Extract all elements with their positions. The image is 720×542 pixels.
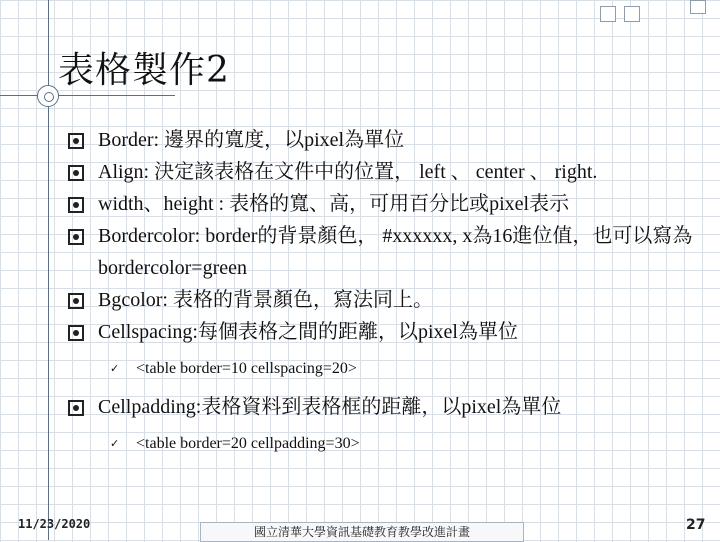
square-bullet-icon bbox=[68, 229, 84, 245]
footer-organization: 國立清華大學資訊基礎教育教學改進計畫 bbox=[200, 522, 524, 542]
square-bullet-icon bbox=[68, 197, 84, 213]
sub-bullet-item bbox=[110, 434, 696, 454]
square-bullet-icon bbox=[68, 293, 84, 309]
square-bullet-icon bbox=[68, 400, 84, 416]
square-bullet-icon bbox=[68, 165, 84, 181]
bullet-item bbox=[66, 391, 696, 423]
bullet-text: width、height : 表格的寬、高，可用百分比或pixel表示 bbox=[98, 193, 570, 215]
sub-bullet-item bbox=[110, 359, 696, 379]
bullet-item bbox=[66, 284, 696, 316]
bullet-text: Bordercolor: border的背景顏色， #xxxxxx, x為16進位值，也可以寫為bordercolor=green bbox=[98, 225, 693, 279]
checkmark-icon: ✓ bbox=[110, 363, 120, 375]
sub-bullet-text: <table border=10 cellspacing=20> bbox=[136, 360, 357, 377]
bullet-item bbox=[66, 316, 696, 348]
checkmark-icon: ✓ bbox=[110, 438, 120, 450]
bullet-text: Cellspacing:每個表格之間的距離，以pixel為單位 bbox=[98, 321, 518, 343]
bullet-list bbox=[66, 124, 696, 466]
sub-bullet-text: <table border=20 cellpadding=30> bbox=[136, 435, 360, 452]
bullet-item bbox=[66, 156, 696, 188]
footer-date: 11/23/2020 bbox=[18, 517, 91, 531]
decor-ring-inner bbox=[44, 92, 54, 102]
slide-title: 表格製作2 bbox=[58, 50, 230, 91]
bullet-item bbox=[66, 124, 696, 156]
decor-square bbox=[600, 6, 616, 22]
square-bullet-icon bbox=[68, 325, 84, 341]
decor-square bbox=[624, 6, 640, 22]
bullet-text: Bgcolor: 表格的背景顏色，寫法同上。 bbox=[98, 289, 433, 311]
bullet-item bbox=[66, 188, 696, 220]
decor-vertical-line bbox=[48, 0, 49, 540]
bullet-text: Border: 邊界的寬度，以pixel為單位 bbox=[98, 129, 405, 151]
bullet-item bbox=[66, 220, 696, 284]
bullet-text: Align: 決定該表格在文件中的位置， left 、 center 、 right. bbox=[98, 161, 598, 183]
square-bullet-icon bbox=[68, 133, 84, 149]
decor-square bbox=[690, 0, 706, 14]
decor-horizontal-line bbox=[0, 95, 175, 96]
page-number: 27 bbox=[686, 517, 706, 533]
bullet-text: Cellpadding:表格資料到表格框的距離，以pixel為單位 bbox=[98, 396, 562, 418]
